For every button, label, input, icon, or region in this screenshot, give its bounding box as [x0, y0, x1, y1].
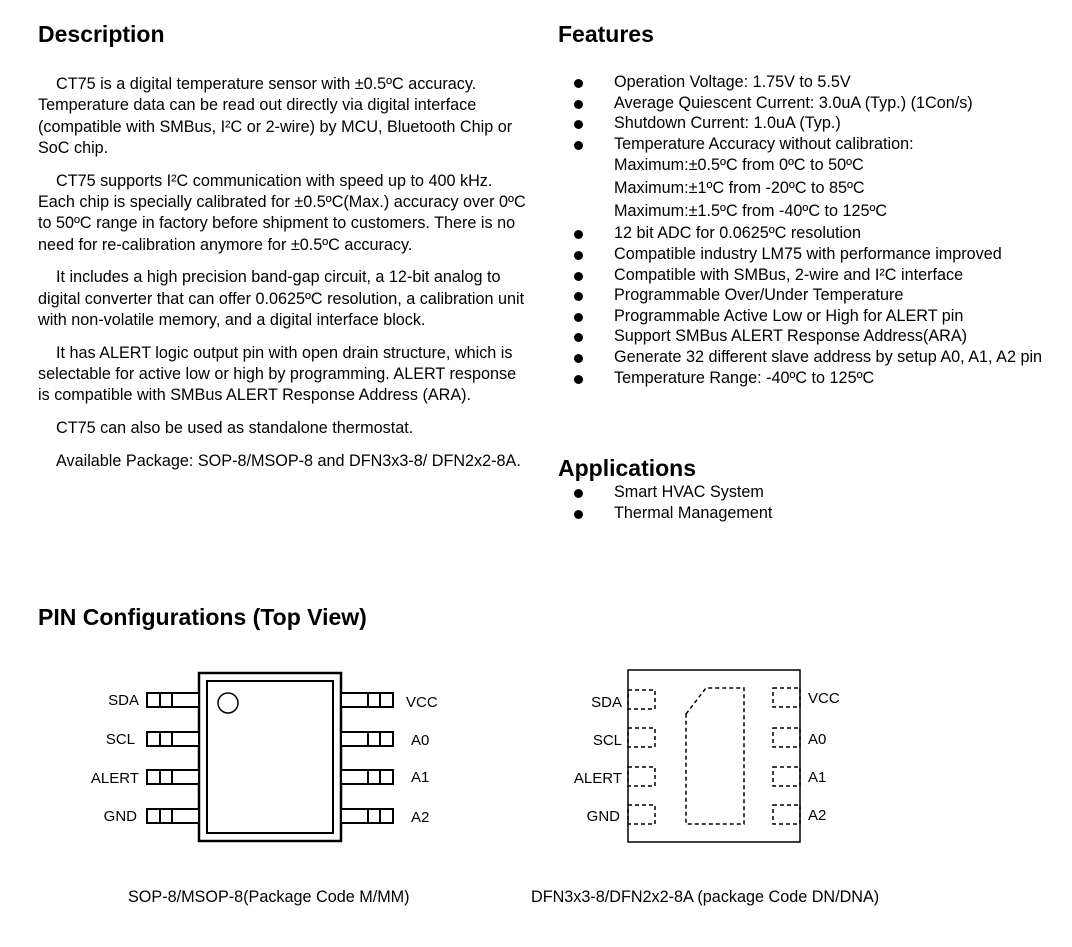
list-item: [558, 265, 1063, 286]
features-list: [558, 72, 1063, 388]
accuracy-line: Maximum:±1.5ºC from -40ºC to 125ºC: [614, 202, 888, 221]
features-heading: Features: [558, 21, 654, 47]
list-item: [558, 482, 1063, 503]
feature-text: Shutdown Current: 1.0uA (Typ.): [614, 114, 841, 133]
dfn-caption: DFN3x3-8/DFN2x2-8A (package Code DN/DNA): [531, 888, 880, 906]
sop8-body-outer: [199, 673, 341, 841]
feature-text: Temperature Accuracy without calibration:: [614, 134, 914, 153]
feature-text: Programmable Over/Under Temperature: [614, 286, 904, 305]
sop-pin-label-sda: SDA: [108, 692, 139, 709]
dfn-pin-label-a0: A0: [808, 731, 827, 748]
bullet-icon: [574, 375, 583, 384]
application-text: Smart HVAC System: [614, 483, 764, 501]
sop-pin-label-vcc: VCC: [406, 694, 438, 711]
description-paragraph: It includes a high precision band-gap circuit, a 12-bit analog to digital converter that can offer 0.0625ºC resolution, a calibration unit with non-volatile memory, and a digital interface block.: [38, 268, 525, 329]
accuracy-line: Maximum:±1ºC from -20ºC to 85ºC: [614, 179, 865, 198]
accuracy-line: Maximum:±0.5ºC from 0ºC to 50ºC: [614, 156, 864, 175]
dfn-pin-label-a2: A2: [808, 807, 827, 824]
dfn-body: [628, 670, 800, 842]
dfn-exposed-pad: [686, 688, 744, 824]
list-item: [558, 503, 1063, 524]
bullet-icon: [574, 292, 583, 301]
bullet-icon: [574, 313, 583, 322]
feature-text: Compatible with SMBus, 2-wire and I²C interface: [614, 265, 964, 284]
sop8-left-leads: [147, 693, 199, 823]
dfn-pin-label-sda: SDA: [591, 694, 622, 711]
applications-heading: Applications: [558, 455, 697, 481]
description-paragraph: It has ALERT logic output pin with open drain structure, which is selectable for active low or high by programming. ALERT response is compatible with SMBus ALERT Response Address (ARA).: [38, 343, 517, 405]
bullet-icon: [574, 272, 583, 281]
description-paragraph: CT75 supports I²C communication with speed up to 400 kHz. Each chip is specially calibrated for ±0.5ºC(Max.) accuracy over 0ºC to 50ºC range in factory before shipment to customers. There is no need for re-calibration anymore for ±0.5ºC accuracy.: [38, 171, 526, 254]
list-item: [558, 93, 1063, 114]
pin1-marker-icon: [218, 693, 238, 713]
list-item: [558, 134, 1063, 224]
description-paragraph: CT75 is a digital temperature sensor with ±0.5ºC accuracy. Temperature data can be read out directly via digital interface (compatible with SMBus, I²C or 2-wire) by MCU, Bluetooth Chip or SoC chip.: [38, 75, 513, 157]
dfn-right-pads: [773, 688, 800, 824]
sop-pin-label-gnd: GND: [103, 808, 137, 825]
sop8-package: [91, 673, 438, 841]
feature-text: Compatible industry LM75 with performance improved: [614, 244, 1002, 263]
dfn-pin-label-alert: ALERT: [573, 770, 622, 787]
bullet-icon: [574, 120, 583, 129]
dfn-pin-label-gnd: GND: [586, 808, 620, 825]
bullet-icon: [574, 79, 583, 88]
feature-text: Temperature Range: -40ºC to 125ºC: [614, 368, 875, 387]
application-text: Thermal Management: [614, 503, 773, 522]
dfn-pin-label-vcc: VCC: [808, 690, 840, 707]
sop-pin-label-alert: ALERT: [90, 770, 139, 787]
list-item: [558, 285, 1063, 306]
list-item: [558, 244, 1063, 265]
applications-list: [558, 482, 1063, 523]
description-body: [38, 74, 528, 484]
bullet-icon: [574, 333, 583, 342]
pin-diagrams: [0, 660, 1072, 860]
bullet-icon: [574, 141, 583, 150]
list-item: [558, 72, 1063, 93]
description-heading: Description: [38, 21, 165, 47]
list-item: [558, 306, 1063, 327]
feature-text: Support SMBus ALERT Response Address(ARA): [614, 327, 968, 346]
feature-text: Average Quiescent Current: 3.0uA (Typ.) (1Con/s): [614, 93, 973, 112]
bullet-icon: [574, 100, 583, 109]
dfn-pin-label-a1: A1: [808, 769, 827, 786]
pin-config-heading: PIN Configurations (Top View): [38, 604, 367, 630]
sop-pin-label-a0: A0: [411, 732, 430, 749]
bullet-icon: [574, 354, 583, 363]
bullet-icon: [574, 510, 583, 519]
sop-caption: SOP-8/MSOP-8(Package Code M/MM): [128, 888, 410, 906]
sop8-body-inner: [207, 681, 333, 833]
bullet-icon: [574, 489, 583, 498]
sop-pin-label-a2: A2: [411, 809, 430, 826]
sop-pin-label-a1: A1: [411, 769, 430, 786]
list-item: [558, 113, 1063, 134]
bullet-icon: [574, 230, 583, 239]
list-item: [558, 223, 1063, 244]
list-item: [558, 326, 1063, 347]
sop-pin-label-scl: SCL: [105, 731, 135, 748]
list-item: [558, 368, 1063, 389]
feature-text: Programmable Active Low or High for ALERT pin: [614, 306, 964, 325]
feature-text: 12 bit ADC for 0.0625ºC resolution: [614, 224, 862, 243]
bullet-icon: [574, 251, 583, 260]
dfn-package: [574, 670, 840, 842]
feature-text: Generate 32 different slave address by setup A0, A1, A2 pin: [614, 347, 1043, 366]
description-paragraph: CT75 can also be used as standalone thermostat.: [56, 419, 414, 438]
dfn-left-pads: [628, 690, 655, 824]
dfn-pin-label-scl: SCL: [592, 732, 622, 749]
feature-text: Operation Voltage: 1.75V to 5.5V: [614, 73, 851, 91]
list-item: [558, 347, 1063, 368]
sop8-right-leads: [341, 693, 393, 823]
description-paragraph: Available Package: SOP-8/MSOP-8 and DFN3x3-8/ DFN2x2-8A.: [56, 451, 521, 470]
